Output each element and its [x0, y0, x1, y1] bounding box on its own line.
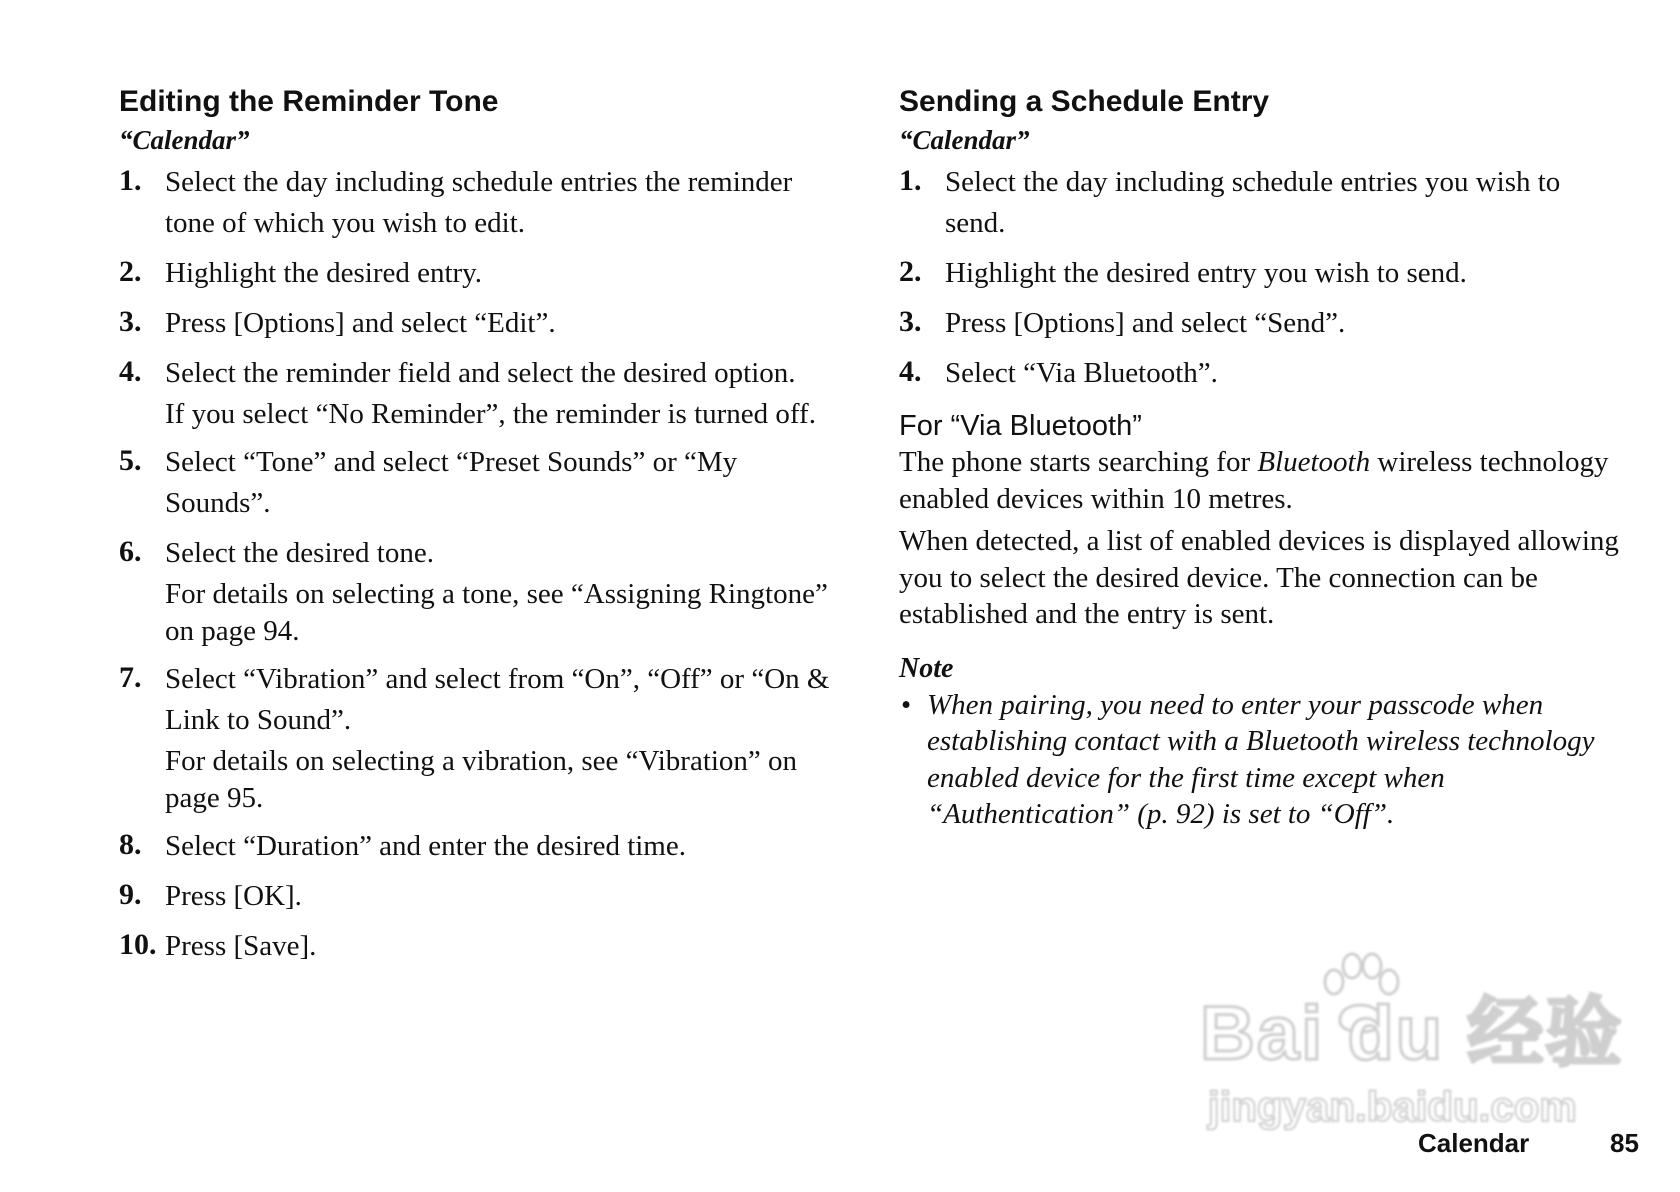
- step-text: Highlight the desired entry you wish to send.: [945, 257, 1467, 289]
- menu-path: “Calendar”: [899, 125, 1030, 155]
- step-text: Select “Tone” and select “Preset Sounds” or “My Sounds”.: [165, 446, 738, 519]
- step-note: For details on selecting a vibration, see “Vibration” on page 95.: [165, 745, 798, 814]
- bluetooth-paragraph-1: [899, 444, 1619, 517]
- step-number: 3.: [899, 305, 922, 338]
- step-item: [899, 353, 1619, 394]
- para-text: The phone starts searching for: [899, 446, 1258, 478]
- step-text: Press [Save].: [165, 930, 317, 962]
- step-item: [119, 926, 839, 967]
- step-text: Select “Vibration” and select from “On”, “Off” or “On & Link to Sound”.: [165, 663, 830, 736]
- step-item: [119, 533, 839, 650]
- step-text: Select the reminder field and select the desired option.: [165, 357, 796, 389]
- step-item: [119, 659, 839, 817]
- step-item: [119, 876, 839, 917]
- step-number: 2.: [899, 255, 922, 288]
- step-number: 4.: [899, 355, 922, 388]
- bullet-icon: •: [901, 688, 912, 721]
- watermark-url: jingyan.baidu.com: [1208, 1083, 1577, 1130]
- steps-list: [899, 162, 1619, 394]
- step-text: Select “Duration” and enter the desired time.: [165, 830, 686, 862]
- step-text: Press [Options] and select “Send”.: [945, 307, 1346, 339]
- step-item: [119, 442, 839, 524]
- step-number: 1.: [119, 164, 142, 197]
- step-text: Press [OK].: [165, 880, 302, 912]
- note-text: When pairing, you need to enter your passcode when establishing contact with a Bluetooth wireless technology enabled device for the first time except when “Authentication” (p. 92) is set to “Off”.: [927, 688, 1595, 830]
- step-number: 2.: [119, 255, 142, 288]
- right-column: [899, 82, 1619, 833]
- step-number: 1.: [899, 164, 922, 197]
- step-item: [119, 353, 839, 433]
- step-number: 6.: [119, 535, 142, 568]
- bluetooth-subheading: For “Via Bluetooth”: [899, 410, 1142, 442]
- watermark-logo-text: Bai du 经验: [1200, 991, 1624, 1076]
- step-item: [899, 253, 1619, 294]
- step-note: For details on selecting a tone, see “Assigning Ringtone” on page 94.: [165, 578, 828, 647]
- step-text: Select the day including schedule entries the reminder tone of which you wish to edit.: [165, 166, 793, 239]
- bluetooth-paragraph-2: When detected, a list of enabled devices is displayed allowing you to select the desired device. The connection can be established and the entry is sent.: [899, 525, 1619, 630]
- step-item: [119, 162, 839, 244]
- step-number: 10.: [119, 928, 157, 961]
- step-number: 4.: [119, 355, 142, 388]
- step-item: [119, 826, 839, 867]
- step-number: 3.: [119, 305, 142, 338]
- para-text: wireless technology enabled devices within 10 metres.: [899, 446, 1609, 515]
- step-number: 5.: [119, 444, 142, 477]
- menu-path: “Calendar”: [119, 125, 250, 155]
- note-item: [899, 687, 1619, 833]
- step-text: Select the day including schedule entries you wish to send.: [945, 166, 1561, 239]
- step-text: Select the desired tone.: [165, 537, 434, 569]
- step-number: 7.: [119, 661, 142, 694]
- step-item: [899, 303, 1619, 344]
- step-item: [899, 162, 1619, 244]
- step-number: 8.: [119, 828, 142, 861]
- steps-list: [119, 162, 839, 967]
- step-item: [119, 253, 839, 294]
- step-item: [119, 303, 839, 344]
- step-text: Press [Options] and select “Edit”.: [165, 307, 556, 339]
- section-title-send-entry: Sending a Schedule Entry: [899, 85, 1270, 118]
- footer-section-label: Calendar: [1418, 1128, 1530, 1158]
- note-label: Note: [899, 652, 954, 684]
- step-note: If you select “No Reminder”, the reminder is turned off.: [165, 398, 816, 430]
- step-number: 9.: [119, 878, 142, 911]
- section-title-reminder-tone: Editing the Reminder Tone: [119, 85, 499, 118]
- step-text: Highlight the desired entry.: [165, 257, 483, 289]
- left-column: [119, 82, 839, 976]
- para-emphasis: Bluetooth: [1257, 446, 1371, 478]
- step-text: Select “Via Bluetooth”.: [945, 357, 1218, 389]
- page-number: 85: [1610, 1128, 1639, 1158]
- baidu-watermark: [1200, 950, 1624, 1140]
